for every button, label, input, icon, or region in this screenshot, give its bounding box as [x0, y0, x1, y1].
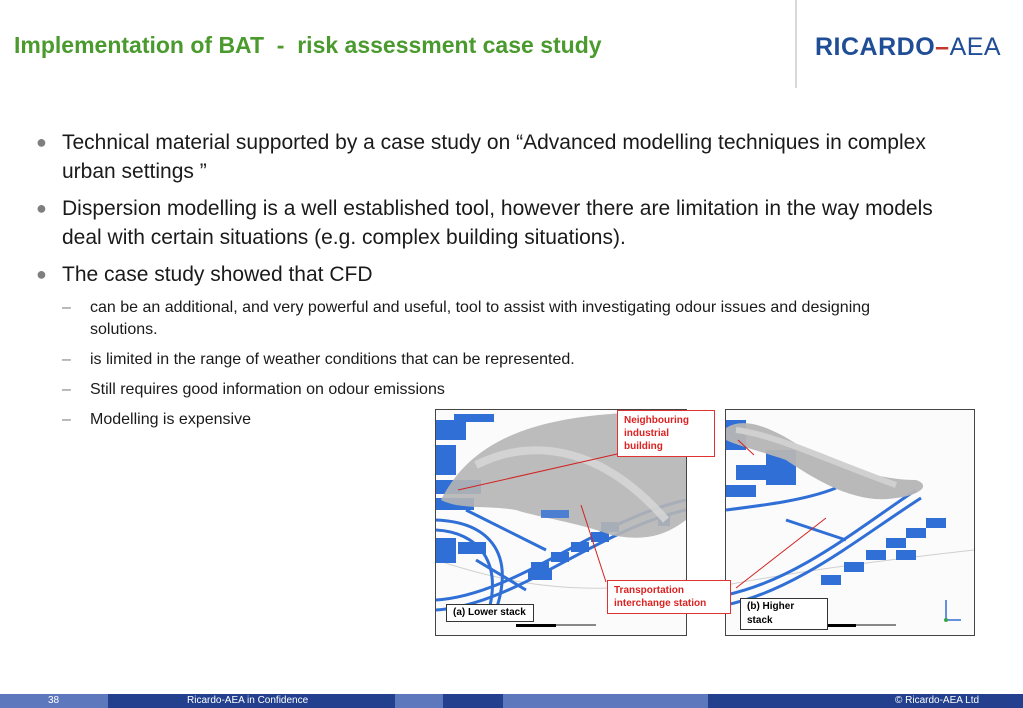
footer-bar — [0, 694, 1023, 708]
bullet-item — [36, 128, 936, 186]
bullet-dot-icon: ● — [36, 264, 47, 284]
logo-dash: – — [935, 33, 950, 61]
bullet-list — [36, 128, 936, 439]
header-divider — [795, 0, 797, 88]
sub-bullet-text: Still requires good information on odour emissions — [90, 381, 445, 398]
sub-bullet-text: Modelling is expensive — [90, 411, 251, 428]
caption-a: (a) Lower stack — [446, 604, 534, 622]
confidential-note: Ricardo-AEA in Confidence — [187, 695, 309, 706]
bullet-item — [36, 194, 936, 252]
page-number: 38 — [48, 695, 60, 706]
footer-segment — [395, 694, 443, 708]
sub-bullet-item — [36, 349, 936, 371]
sub-bullet-item — [36, 297, 936, 341]
sub-bullet-item — [36, 379, 936, 401]
axis-triad-icon — [946, 600, 961, 620]
slide-title: Implementation of BAT - risk assessment case study — [14, 32, 602, 58]
caption-b: (b) Higher stack — [740, 598, 828, 630]
copyright: © Ricardo-AEA Ltd — [895, 695, 980, 706]
dash-icon: – — [62, 381, 71, 398]
sub-bullet-text: is limited in the range of weather conditions that can be represented. — [90, 351, 575, 368]
bullet-text: Technical material supported by a case study on “Advanced modelling techniques in complex urban settings ” — [62, 131, 926, 183]
bullet-text: Dispersion modelling is a well established tool, however there are limitation in the way models deal with certain situations (e.g. complex building situations). — [62, 197, 933, 249]
bullet-text: The case study showed that CFD — [62, 263, 373, 286]
label-neighbouring-building: Neighbouring industrial building — [617, 410, 715, 457]
logo-sub: AEA — [949, 33, 1002, 61]
bullet-dot-icon: ● — [36, 198, 47, 218]
bullet-item — [36, 260, 936, 289]
dash-icon: – — [62, 411, 71, 428]
footer-segment — [503, 694, 708, 708]
company-logo — [815, 33, 1001, 62]
dash-icon: – — [62, 351, 71, 368]
dash-icon: – — [62, 299, 71, 316]
sub-bullet-text: can be an additional, and very powerful and useful, tool to assist with investigating odour issues and designing solutions. — [90, 299, 871, 338]
label-transport-station: Transportation interchange station — [607, 580, 731, 614]
logo-main: RICARDO — [815, 33, 936, 61]
bullet-dot-icon: ● — [36, 132, 47, 152]
